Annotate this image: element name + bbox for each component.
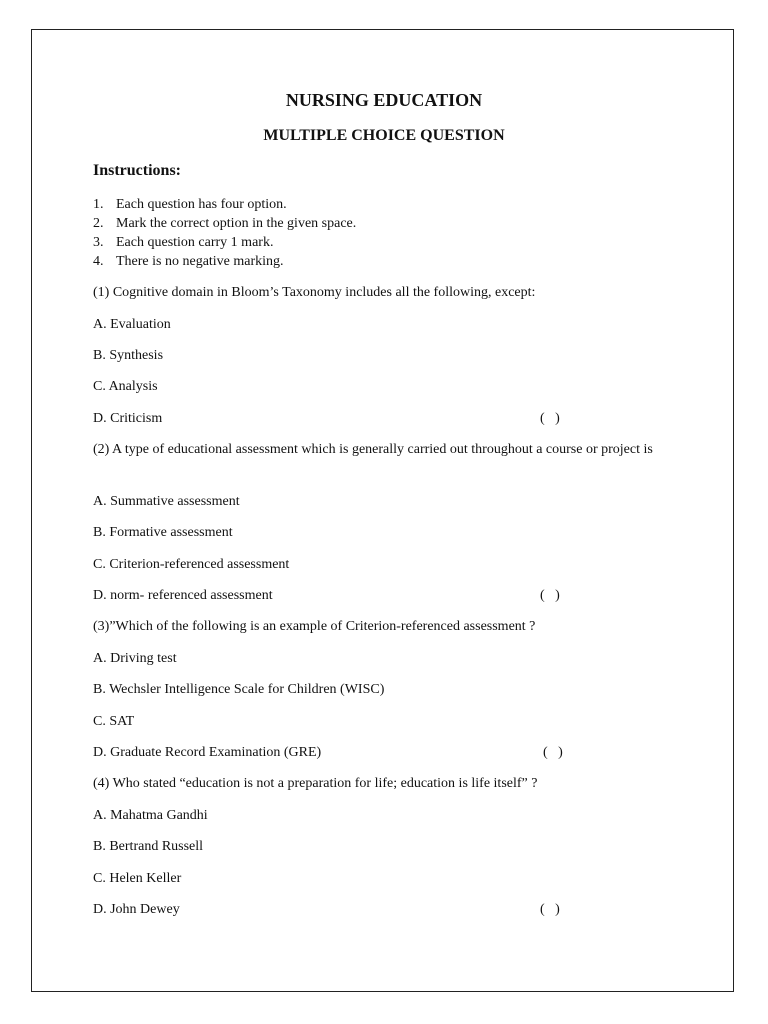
question-3-answer-blank[interactable]: ( ) — [543, 745, 563, 760]
question-2-option-a: A. Summative assessment — [93, 494, 240, 509]
question-2-text: (2) A type of educational assessment which is generally carried out throughout a course or project is — [93, 442, 653, 457]
question-1-option-c: C. Analysis — [93, 379, 158, 394]
instruction-number: 2. — [93, 216, 104, 231]
question-4-answer-blank[interactable]: ( ) — [540, 902, 560, 917]
question-4-option-b: B. Bertrand Russell — [93, 839, 204, 854]
instruction-text: Mark the correct option in the given space. — [116, 216, 357, 231]
question-3-text: (3)”Which of the following is an example of Criterion-referenced assessment ? — [93, 619, 536, 634]
question-2-option-d: D. norm- referenced assessment — [93, 588, 273, 603]
question-3-option-b: B. Wechsler Intelligence Scale for Children (WISC) — [93, 682, 385, 697]
question-1-text: (1) Cognitive domain in Bloom’s Taxonomy includes all the following, except: — [93, 285, 536, 300]
question-3-option-c: C. SAT — [93, 714, 135, 729]
document-title: NURSING EDUCATION — [285, 90, 483, 110]
question-1-option-d: D. Criticism — [93, 411, 163, 426]
document-subtitle: MULTIPLE CHOICE QUESTION — [263, 127, 505, 144]
question-2-option-b: B. Formative assessment — [93, 525, 233, 540]
question-4-option-d: D. John Dewey — [93, 902, 180, 917]
question-1-option-b: B. Synthesis — [93, 348, 164, 363]
instructions-heading: Instructions: — [93, 162, 182, 179]
question-4-option-a: A. Mahatma Gandhi — [93, 808, 208, 823]
question-2-option-c: C. Criterion-referenced assessment — [93, 557, 290, 572]
question-4-text: (4) Who stated “education is not a preparation for life; education is life itself” ? — [93, 776, 538, 791]
question-1-answer-blank[interactable]: ( ) — [540, 411, 560, 426]
instruction-number: 4. — [93, 254, 104, 269]
instruction-text: Each question has four option. — [116, 197, 287, 212]
question-4-option-c: C. Helen Keller — [93, 871, 182, 886]
instruction-text: There is no negative marking. — [116, 254, 284, 269]
instruction-number: 1. — [93, 197, 104, 212]
instruction-text: Each question carry 1 mark. — [116, 235, 274, 250]
question-2-answer-blank[interactable]: ( ) — [540, 588, 560, 603]
question-1-option-a: A. Evaluation — [93, 317, 171, 332]
question-3-option-a: A. Driving test — [93, 651, 177, 666]
instruction-number: 3. — [93, 235, 104, 250]
question-3-option-d: D. Graduate Record Examination (GRE) — [93, 745, 322, 760]
